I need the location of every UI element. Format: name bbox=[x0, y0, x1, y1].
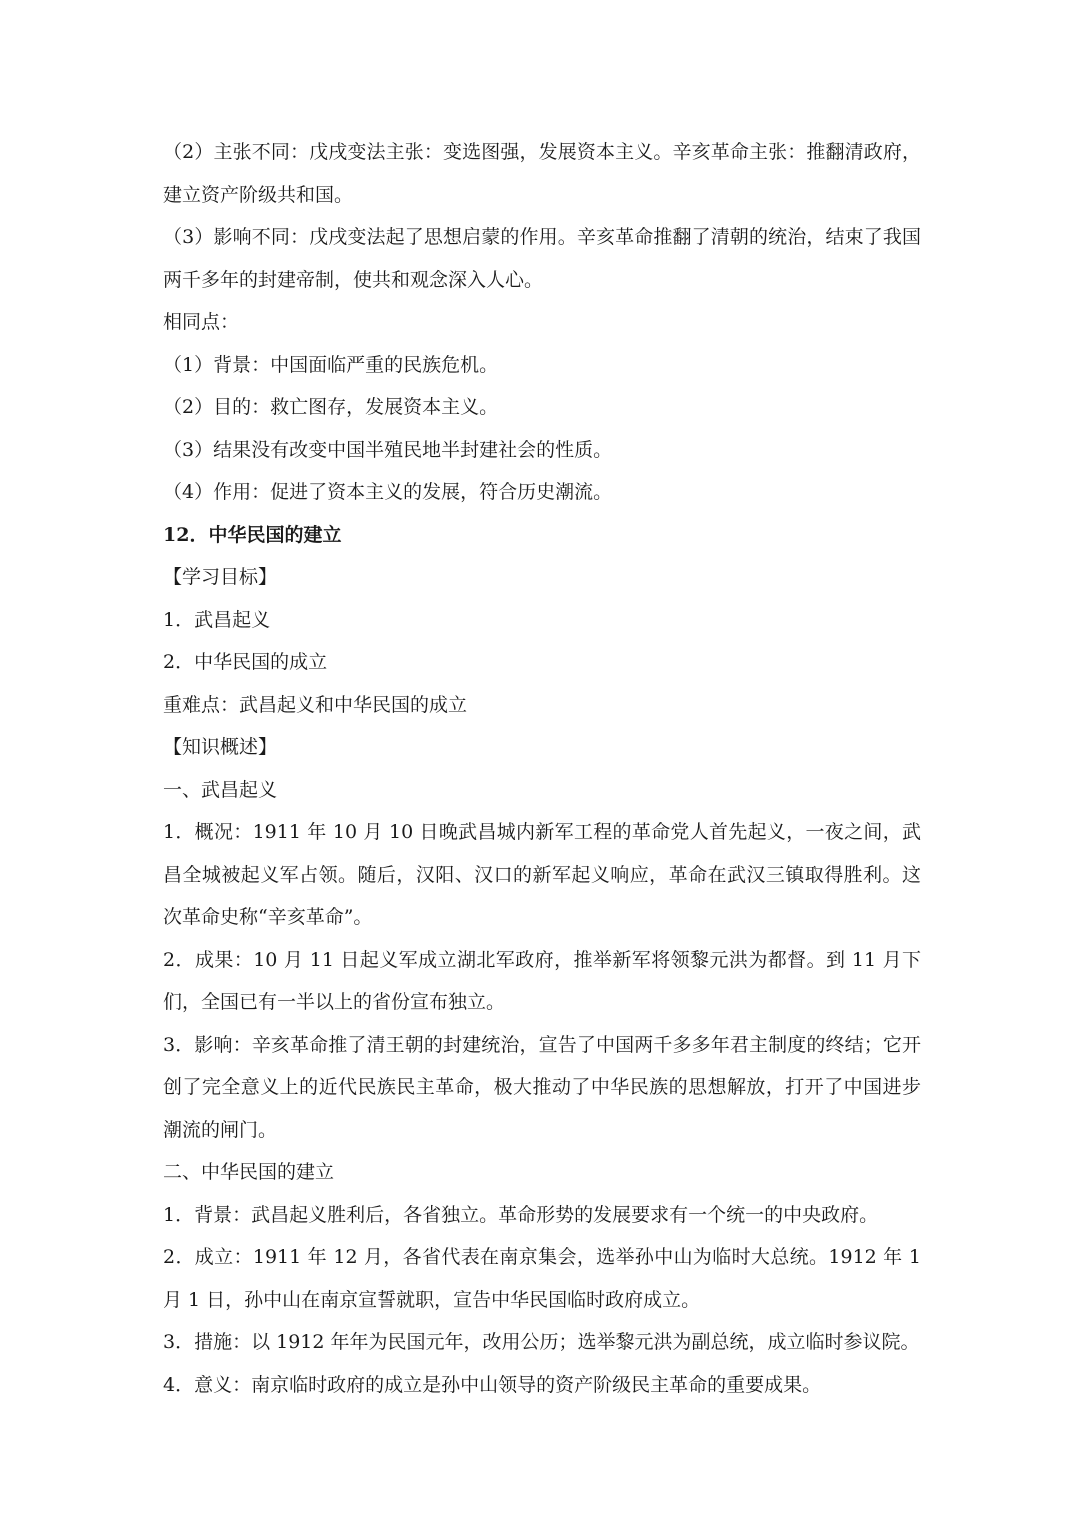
paragraph-similarity-effect: （4）作用：促进了资本主义的发展，符合历史潮流。 bbox=[163, 481, 613, 503]
paragraph-similarity-background: （1）背景：中国面临严重的民族危机。 bbox=[163, 353, 499, 376]
subheading-roc-founding: 二、中华民国的建立 bbox=[163, 1161, 335, 1183]
paragraph-influence: 3．影响：辛亥革命推了清王朝的封建统治，宣告了中国两千多多年君主制度的终结；它开创了完全意义上的近代民族民主革命，极大推动了中华民族的思想解放，打开了中国进步潮流的闸门。 bbox=[163, 1033, 921, 1141]
paragraph-proposition-difference: （2）主张不同：戊戌变法主张：变选图强，发展资本主义。辛亥革命主张：推翻清政府，建立资产阶级共和国。 bbox=[163, 141, 921, 206]
paragraph-similarity-purpose: （2）目的：救亡图存，发展资本主义。 bbox=[163, 396, 499, 418]
paragraph-similarities-heading: 相同点： bbox=[163, 311, 240, 333]
paragraph-roc-establishment: 2．成立：1911 年 12 月，各省代表在南京集会，选举孙中山为临时大总统。1912 年 1 月 1 日，孙中山在南京宣誓就职，宣告中华民国临时政府成立。 bbox=[163, 1246, 921, 1311]
goal-item-wuchang: 1．武昌起义 bbox=[163, 608, 271, 631]
heading-learning-goals: 【学习目标】 bbox=[163, 566, 278, 588]
heading-knowledge-overview: 【知识概述】 bbox=[163, 736, 278, 758]
paragraph-roc-significance: 4．意义：南京临时政府的成立是孙中山领导的资产阶级民主革命的重要成果。 bbox=[163, 1373, 822, 1396]
paragraph-roc-measures: 3．措施：以 1912 年年为民国元年，改用公历；选举黎元洪为副总统，成立临时参议院。 bbox=[163, 1331, 920, 1353]
paragraph-key-points: 重难点：武昌起义和中华民国的成立 bbox=[163, 693, 468, 716]
paragraph-similarity-result: （3）结果没有改变中国半殖民地半封建社会的性质。 bbox=[163, 438, 613, 461]
paragraph-roc-background: 1．背景：武昌起义胜利后，各省独立。革命形势的发展要求有一个统一的中央政府。 bbox=[163, 1203, 879, 1226]
document-page bbox=[163, 131, 921, 1406]
goal-item-roc: 2．中华民国的成立 bbox=[163, 651, 328, 673]
paragraph-impact-difference: （3）影响不同：戊戌变法起了思想启蒙的作用。辛亥革命推翻了清朝的统治，结束了我国两千多年的封建帝制，使共和观念深入人心。 bbox=[163, 226, 921, 291]
paragraph-achievements: 2．成果：10 月 11 日起义军成立湖北军政府，推举新军将领黎元洪为都督。到 11 月下们，全国已有一半以上的省份宣布独立。 bbox=[163, 948, 921, 1013]
subheading-wuchang-uprising: 一、武昌起义 bbox=[163, 778, 278, 801]
section-title-roc-founding: 12．中华民国的建立 bbox=[163, 523, 342, 546]
paragraph-overview: 1．概况：1911 年 10 月 10 日晚武昌城内新军工程的革命党人首先起义，一夜之间，武昌全城被起义军占领。随后，汉阳、汉口的新军起义响应，革命在武汉三镇取得胜利。这次革命史称“辛亥革命”。 bbox=[163, 821, 921, 928]
